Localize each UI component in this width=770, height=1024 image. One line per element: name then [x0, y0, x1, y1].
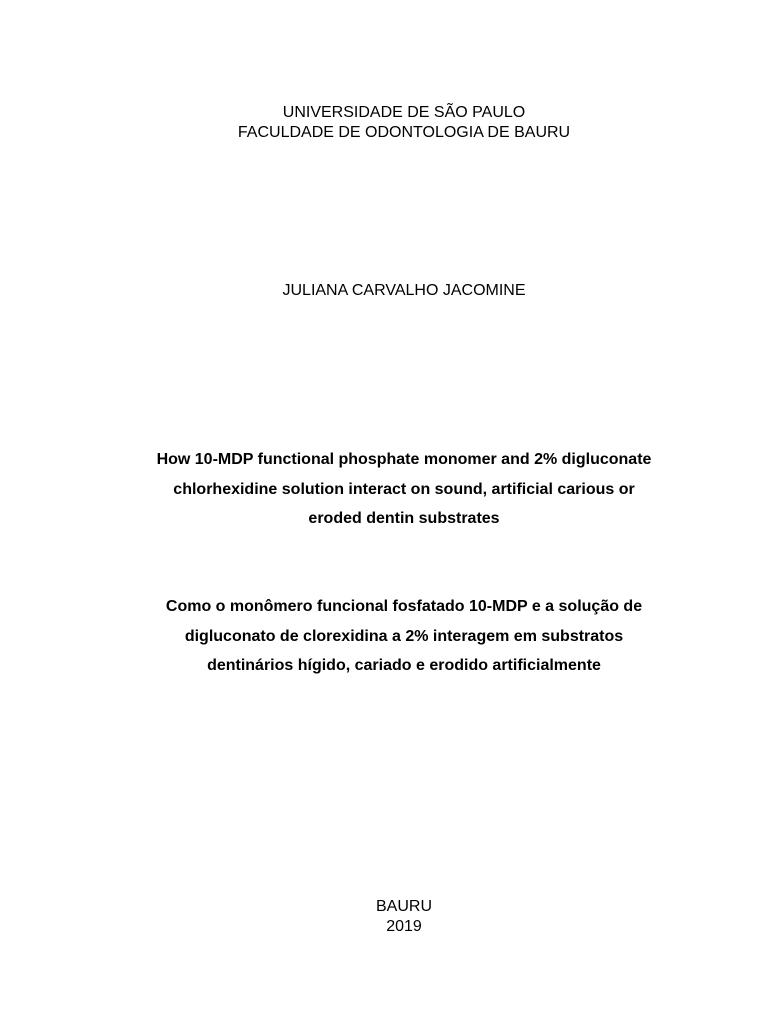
- place: BAURU: [375, 898, 432, 915]
- portuguese-title: [60, 592, 748, 681]
- university-name: UNIVERSIDADE DE SÃO PAULO: [282, 104, 526, 121]
- english-title-line: eroded dentin substrates: [308, 510, 500, 527]
- english-title-line: chlorhexidine solution interact on sound, artificial carious or: [173, 480, 635, 498]
- portuguese-title-line: Como o monômero funcional fosfatado 10-MDP e a solução de: [165, 598, 643, 615]
- faculty-name: FACULDADE DE ODONTOLOGIA DE BAURU: [237, 124, 571, 141]
- english-title-line: How 10-MDP functional phosphate monomer and 2% digluconate: [156, 451, 652, 468]
- institution-header: [60, 103, 748, 143]
- place-and-year: [60, 897, 748, 937]
- english-title: [60, 445, 748, 534]
- author-name: [60, 281, 748, 301]
- year: 2019: [386, 918, 422, 935]
- portuguese-title-line: digluconato de clorexidina a 2% interagem em substratos: [184, 627, 624, 645]
- portuguese-title-line: dentinários hígido, cariado e erodido artificialmente: [207, 657, 601, 674]
- author-name-text: JULIANA CARVALHO JACOMINE: [282, 282, 526, 299]
